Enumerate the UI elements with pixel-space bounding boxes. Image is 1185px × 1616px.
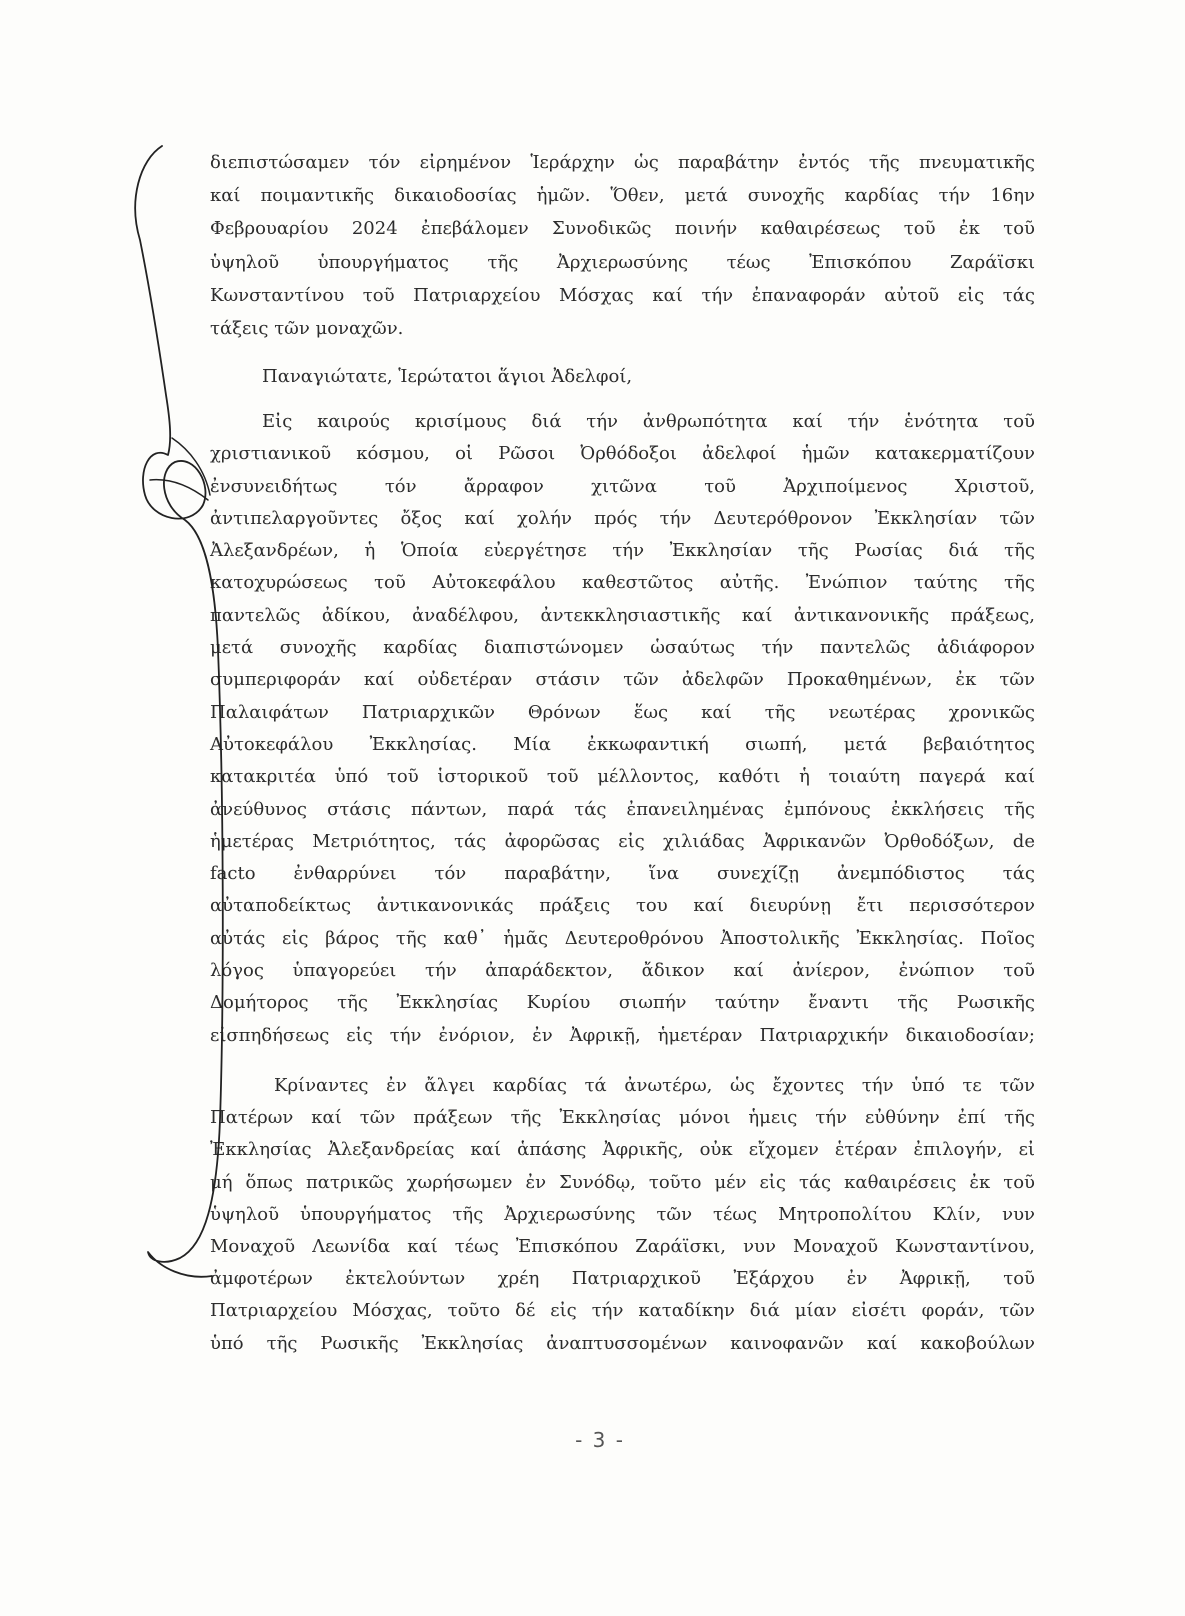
paragraph-3 (210, 406, 1035, 1052)
text-line: ἀντιπελαργοῦντες ὄξος καί χολήν πρός τήν Δευτερόθρονον Ἐκκλησίαν τῶν (210, 507, 1035, 529)
salutation-line: Παναγιώτατε, Ἱερώτατοι ἅγιοι Ἀδελφοί, (262, 366, 633, 387)
text-line: συμπεριφοράν καί οὐδετέραν στάσιν τῶν ἀδελφῶν Προκαθημένων, ἐκ τῶν (210, 669, 1035, 691)
text-line: ἀμφοτέρων ἐκτελούντων χρέη Πατριαρχικοῦ Ἐξάρχου ἐν Ἀφρικῇ, τοῦ (210, 1268, 1035, 1290)
text-line: ὑψηλοῦ ὑπουργήματος τῆς Ἀρχιερωσύνης τέως Ἐπισκόπου Ζαράϊσκι (210, 251, 1035, 273)
text-line: Ἐκκλησίας Ἀλεξανδρείας καί ἁπάσης Ἀφρικῆς, οὐκ εἴχομεν ἑτέραν ἐπιλογήν, εἰ (210, 1139, 1035, 1161)
text-line: εἰσπηδήσεως εἰς τήν ἐνόριον, ἐν Ἀφρικῇ, ἡμετέραν Πατριαρχικήν δικαιοδοσίαν; (210, 1024, 1035, 1046)
text-line: Δομήτορος τῆς Ἐκκλησίας Κυρίου σιωπήν ταύτην ἔναντι τῆς Ρωσικῆς (210, 992, 1035, 1014)
text-line: καί ποιμαντικῆς δικαιοδοσίας ἡμῶν. Ὅθεν, μετά συνοχῆς καρδίας τήν 16ην (210, 185, 1035, 207)
text-line: ὑπό τῆς Ρωσικῆς Ἐκκλησίας ἀναπτυσσομένων καινοφανῶν καί κακοβούλων (210, 1332, 1035, 1354)
signature-loop-stroke (150, 438, 210, 500)
text-line: ἀνεύθυνος στάσις πάντων, παρά τάς ἐπανειλημένας ἐμπόνους ἐκκλήσεις τῆς (210, 798, 1035, 820)
text-line: ἡμετέρας Μετριότητος, τάς ἀφορῶσας εἰς χιλιάδας Ἀφρικανῶν Ὀρθοδόξων, de (210, 830, 1035, 852)
text-line: ἐνσυνειδήτως τόν ἄρραφον χιτῶνα τοῦ Ἀρχιποίμενος Χριστοῦ, (210, 475, 1035, 497)
text-line: Ἀλεξανδρέων, ἡ Ὁποία εὐεργέτησε τήν Ἐκκλησίαν τῆς Ρωσίας διά τῆς (210, 540, 1035, 562)
text-line: Πατριαρχείου Μόσχας, τοῦτο δέ εἰς τήν καταδίκην διά μίαν εἰσέτι φοράν, τῶν (210, 1300, 1035, 1322)
text-line: Μοναχοῦ Λεωνίδα καί τέως Ἐπισκόπου Ζαράϊσκι, νυν Μοναχοῦ Κωνσταντίνου, (210, 1236, 1035, 1258)
text-line: κατοχυρώσεως τοῦ Αὐτοκεφάλου καθεστῶτος αὐτῆς. Ἐνώπιον ταύτης τῆς (210, 572, 1035, 594)
paragraph-1 (210, 146, 1035, 345)
text-line: facto ἐνθαρρύνει τόν παραβάτην, ἵνα συνεχίζῃ ἀνεμπόδιστος τάς (210, 863, 1035, 885)
text-line: Αὐτοκεφάλου Ἐκκλησίας. Μία ἐκκωφαντική σιωπή, μετά βεβαιότητος (210, 733, 1035, 755)
text-line: Φεβρουαρίου 2024 ἐπεβάλομεν Συνοδικῶς ποινήν καθαιρέσεως τοῦ ἐκ τοῦ (210, 218, 1035, 240)
text-line: παντελῶς ἀδίκου, ἀναδέλφου, ἀντεκκλησιαστικῆς καί ἀντικανονικῆς πράξεως, (210, 604, 1035, 626)
text-line: αὐταποδείκτως ἀντικανονικάς πράξεις του καί διευρύνῃ ἔτι περισσότερον (210, 895, 1035, 917)
text-line: διεπιστώσαμεν τόν εἰρημένον Ἱεράρχην ὡς παραβάτην ἐντός τῆς πνευματικῆς (210, 152, 1035, 173)
page-number: - 3 - (575, 1428, 625, 1452)
text-line: ὑψηλοῦ ὑπουργήματος τῆς Ἀρχιερωσύνης τῶν τέως Μητροπολίτου Κλίν, νυν (210, 1203, 1035, 1225)
salutation (210, 361, 1035, 393)
text-line: Εἰς καιρούς κρισίμους διά τήν ἀνθρωπότητα καί τήν ἑνότητα τοῦ (262, 411, 1035, 432)
paragraph-4 (210, 1070, 1035, 1360)
text-line: Πατέρων καί τῶν πράξεων τῆς Ἐκκλησίας μόνοι ἡμεις τήν εὐθύνην ἐπί τῆς (210, 1107, 1035, 1129)
text-line: χριστιανικοῦ κόσμου, οἱ Ρῶσοι Ὀρθόδοξοι ἀδελφοί ἡμῶν κατακερματίζουν (210, 443, 1035, 465)
text-line: μετά συνοχῆς καρδίας διαπιστώνομεν ὡσαύτως τήν παντελῶς ἀδιάφορον (210, 637, 1035, 659)
text-line: Κωνσταντίνου τοῦ Πατριαρχείου Μόσχας καί τήν ἐπαναφοράν αὐτοῦ εἰς τάς (210, 284, 1035, 306)
text-line: Κρίναντες ἐν ἄλγει καρδίας τά ἀνωτέρω, ὡς ἔχοντες τήν ὑπό τε τῶν (274, 1075, 1035, 1096)
text-line: μή ὅπως πατρικῶς χωρήσωμεν ἐν Συνόδῳ, τοῦτο μέν εἰς τάς καθαιρέσεις ἐκ τοῦ (210, 1171, 1035, 1193)
text-line: τάξεις τῶν μοναχῶν. (210, 318, 404, 340)
text-line: αὐτάς εἰς βάρος τῆς καθ᾽ ἡμᾶς Δευτεροθρόνου Ἀποστολικῆς Ἐκκλησίας. Ποῖος (210, 927, 1035, 949)
text-line: κατακριτέα ὑπό τοῦ ἱστορικοῦ τοῦ μέλλοντος, καθότι ἡ τοιαύτη παγερά καί (210, 766, 1035, 788)
text-line: λόγος ὑπαγορεύει τήν ἀπαράδεκτον, ἄδικον καί ἀνίερον, ἐνώπιον τοῦ (210, 960, 1035, 982)
text-line: Παλαιφάτων Πατριαρχικῶν Θρόνων ἕως καί τῆς νεωτέρας χρονικῶς (210, 701, 1035, 723)
